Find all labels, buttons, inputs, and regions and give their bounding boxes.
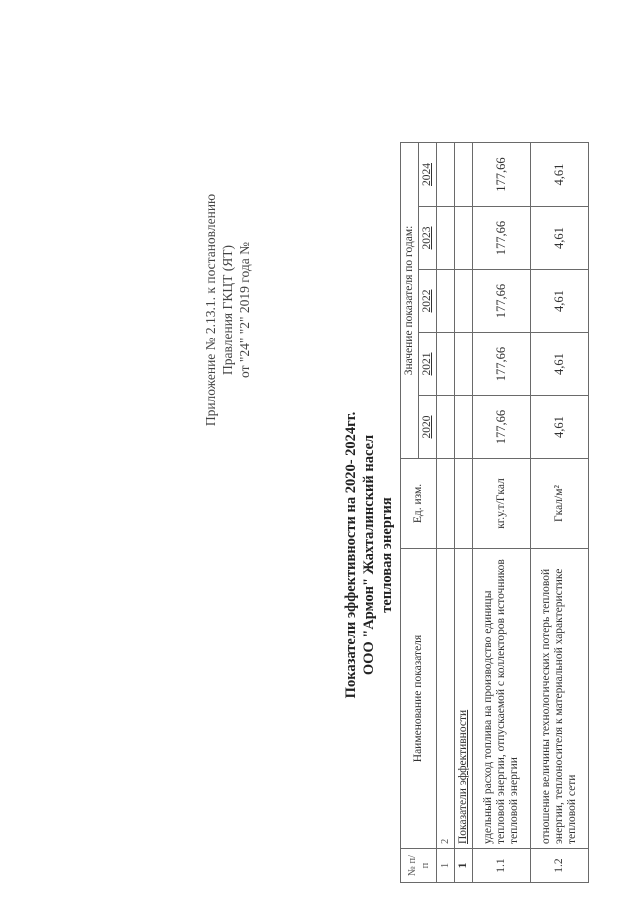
appendix-line-1: Приложение № 2.13.1. к постановлению [203, 193, 218, 427]
colnum-empty-unit [437, 459, 455, 549]
row-2-unit: Гкал/м² [531, 459, 589, 549]
section-name: Показатели эффективности [455, 549, 473, 849]
section-row [455, 142, 473, 882]
row-1-value-2024: 177,66 [473, 142, 531, 206]
header-num: № п/п [401, 849, 437, 883]
title-line-2: ООО "Армон" Жахталинский насел [361, 434, 377, 676]
table-row [531, 142, 589, 882]
title-line-3: тепловая энергия [379, 497, 395, 613]
header-year-2020: 2020 [419, 396, 437, 459]
column-number-row [437, 142, 455, 882]
colnum-empty-1 [437, 396, 455, 459]
row-1-num: 1.1 [473, 849, 531, 883]
section-empty-1 [455, 396, 473, 459]
colnum-2: 2 [437, 549, 455, 849]
appendix-line-2: Правления ГКЦТ (ЯТ) [220, 245, 235, 375]
row-1-value-2020: 177,66 [473, 396, 531, 459]
colnum-empty-5 [437, 142, 455, 206]
table-row [473, 142, 531, 882]
rotated-document-page [200, 145, 620, 905]
row-1-value-2022: 177,66 [473, 270, 531, 333]
appendix-note [202, 165, 253, 455]
header-year-2023: 2023 [419, 207, 437, 270]
row-2-value-2023: 4,61 [531, 207, 589, 270]
header-year-2022: 2022 [419, 270, 437, 333]
header-values-group: Значение показателя по годам: [401, 142, 419, 458]
header-unit: Ед. изм. [401, 459, 437, 549]
section-empty-3 [455, 270, 473, 333]
colnum-empty-3 [437, 270, 455, 333]
title-line-1: Показатели эффективности на 2020- 2024гг. [343, 411, 359, 699]
colnum-1: 1 [437, 849, 455, 883]
row-1-unit: кг.у.т/Гкал [473, 459, 531, 549]
document-title [342, 245, 396, 865]
section-empty-2 [455, 333, 473, 396]
row-1-value-2021: 177,66 [473, 333, 531, 396]
row-1-name: удельный расход топлива на производство единицы тепловой энергии, отпускаемой с коллекторов источников тепловой энергии [473, 549, 531, 849]
appendix-line-3: от "24" "2" 2019 года № [237, 242, 252, 378]
colnum-empty-4 [437, 207, 455, 270]
row-2-value-2020: 4,61 [531, 396, 589, 459]
row-2-name: отношение величины технологических потерь тепловой энергии, теплоносителя к материальной характеристике тепловой сети [531, 549, 589, 849]
header-row [401, 142, 419, 882]
section-empty-4 [455, 207, 473, 270]
row-2-value-2024: 4,61 [531, 142, 589, 206]
indicators-table [400, 142, 589, 883]
header-name: Наименование показателя [401, 549, 437, 849]
section-empty-unit [455, 459, 473, 549]
row-1-value-2023: 177,66 [473, 207, 531, 270]
colnum-empty-2 [437, 333, 455, 396]
row-2-value-2022: 4,61 [531, 270, 589, 333]
section-num: 1 [455, 849, 473, 883]
header-year-2024: 2024 [419, 142, 437, 206]
row-2-value-2021: 4,61 [531, 333, 589, 396]
section-empty-5 [455, 142, 473, 206]
header-year-2021: 2021 [419, 333, 437, 396]
row-2-num: 1.2 [531, 849, 589, 883]
